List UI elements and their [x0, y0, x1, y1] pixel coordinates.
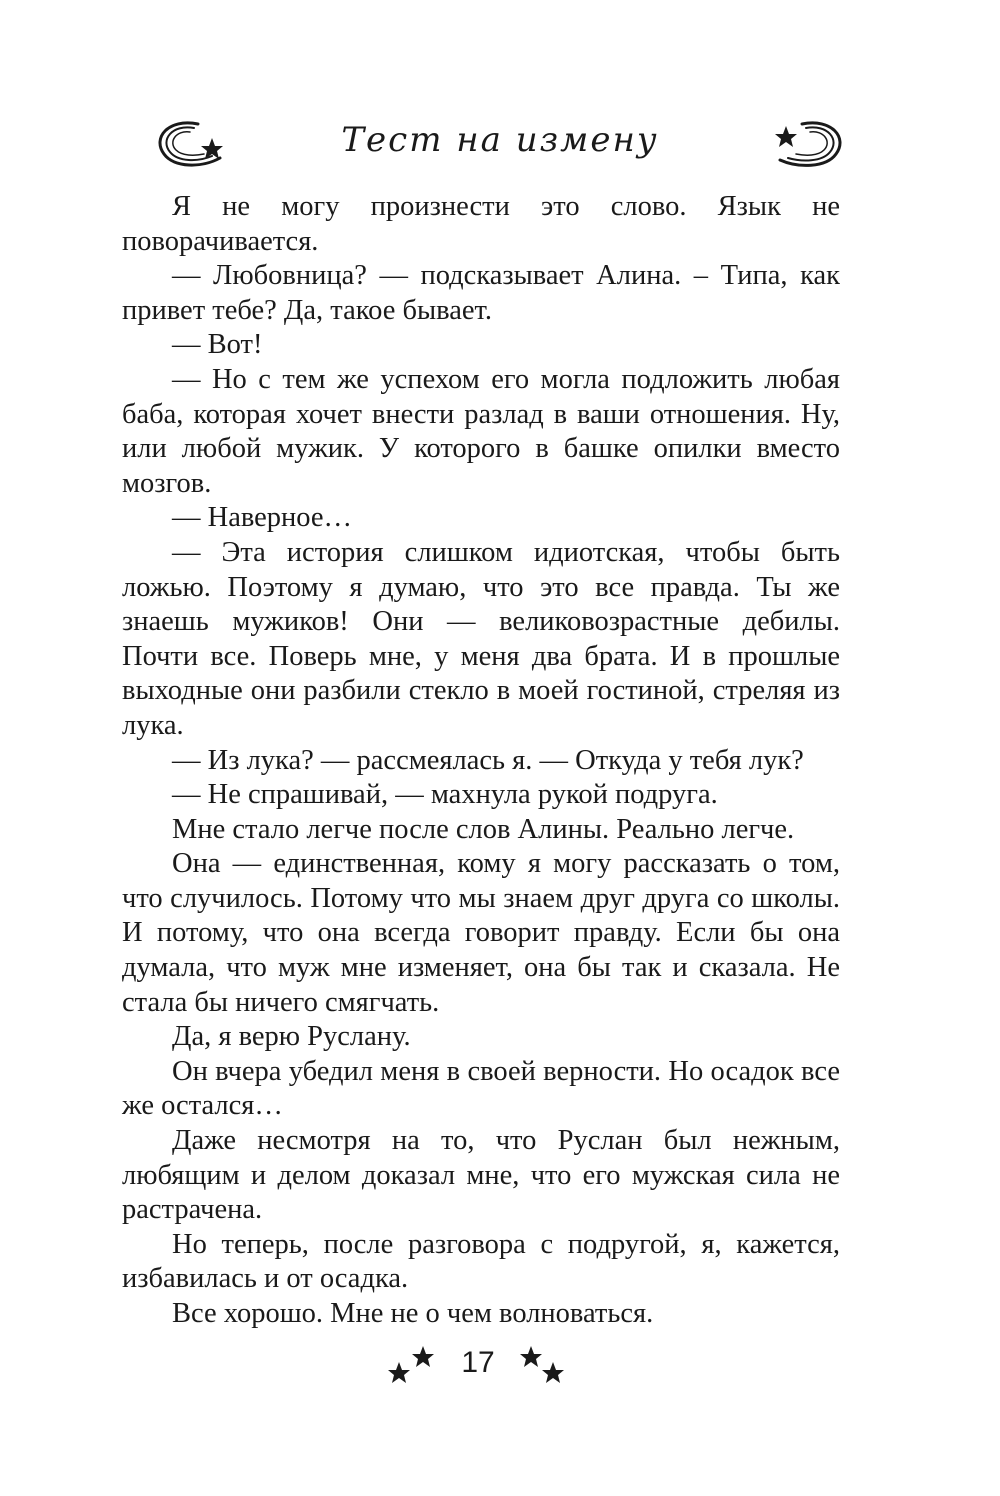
paragraph: — Любовница? — подсказывает Алина. – Типа, как привет тебе? Да, такое бывает. — [122, 260, 840, 326]
paragraph: — Из лука? — рассмеялась я. — Откуда у тебя лук? — [172, 744, 804, 776]
paragraph: Все хорошо. Мне не о чем волноваться. — [172, 1298, 654, 1329]
crescent-star-icon — [150, 110, 250, 180]
paragraph: Она — единственная, кому я могу рассказать о том, что случилось. Потому что мы знаем друг друга со школы. И потому, что она всегда говорит правду. Если бы она думала, что муж мне изменяет, она бы так и сказала. Не стала бы ничего смягчать. — [122, 848, 840, 1018]
running-header — [150, 110, 850, 180]
paragraph: — Вот! — [172, 329, 263, 361]
paragraph: Даже несмотря на то, что Руслан был нежным, любящим и делом доказал мне, что его мужская сила не растрачена. — [122, 1125, 840, 1226]
paragraph: Я не могу произнести это слово. Язык не поворачивается. — [122, 191, 840, 257]
page-footer — [0, 1340, 1000, 1400]
body-text — [122, 190, 840, 1332]
paragraph: — Наверное… — [172, 502, 353, 534]
paragraph: Мне стало легче после слов Алины. Реально легче. — [172, 813, 795, 845]
paragraph: — Но с тем же успехом его могла подложить любая баба, которая хочет внести разлад в ваши отношения. Ну, или любой мужик. У которого в башке опилки вместо мозгов. — [122, 363, 840, 499]
stars-icon — [385, 1340, 445, 1390]
page-number: 17 — [461, 1346, 495, 1379]
paragraph: Он вчера убедил меня в своей верности. Но осадок все же остался… — [122, 1055, 840, 1122]
paragraph: Да, я верю Руслану. — [172, 1021, 411, 1053]
paragraph: — Не спрашивай, — махнула рукой подруга. — [172, 779, 718, 811]
paragraph: — Эта история слишком идиотская, чтобы быть ложью. Поэтому я думаю, что это все правда. Ты же знаешь мужиков! Они — великовозрастные дебилы. Почти все. Поверь мне, у меня два брата. И в прошлые выходные они разбили стекло в моей гостиной, стреляя из лука. — [122, 536, 840, 741]
crescent-star-icon — [750, 110, 850, 180]
paragraph: Но теперь, после разговора с подругой, я, кажется, избавилась и от осадка. — [122, 1228, 840, 1295]
book-title: Тест на измену — [341, 120, 659, 160]
stars-icon — [515, 1340, 575, 1390]
